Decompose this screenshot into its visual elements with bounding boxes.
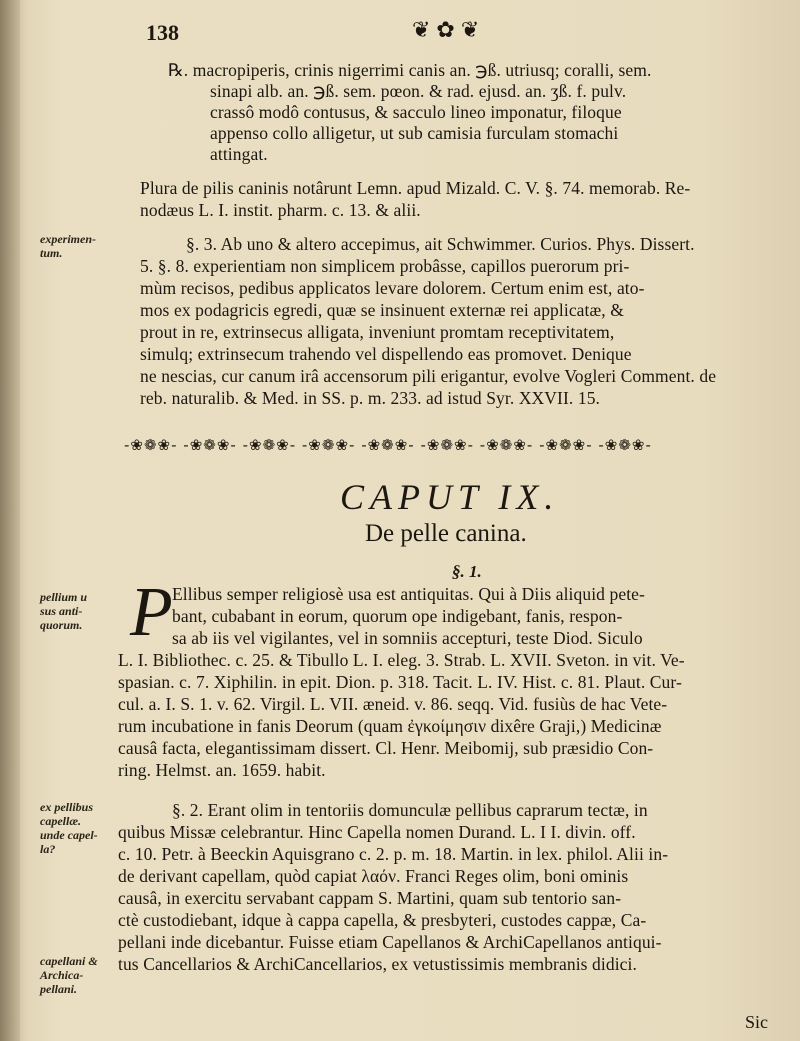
- paragraph-line: mos ex podagricis egredi, quæ se insinuent externæ rei applicatæ, &: [140, 300, 624, 320]
- paragraph-line: prout in re, extrinsecus alligata, inveniunt promtam receptivitatem,: [140, 322, 615, 342]
- recipe-line: attingat.: [210, 144, 268, 164]
- paragraph-line: rum incubatione in fanis Deorum (quam ἐγκοίμησιν dixêre Graji,) Medicinæ: [118, 716, 662, 736]
- margin-note-pellium: pellium u sus anti- quorum.: [40, 590, 88, 632]
- catchword: Sic: [745, 1012, 769, 1032]
- margin-note-experimentum: experimen- tum.: [40, 232, 96, 260]
- paragraph-line: spasian. c. 7. Xiphilin. in epit. Dion. p. 318. Tacit. L. IV. Hist. c. 81. Plaut. Cur-: [118, 672, 682, 692]
- section-mark: §. 1.: [452, 562, 482, 581]
- page-number: 138: [146, 20, 179, 45]
- paragraph-line: reb. naturalib. & Med. in SS. p. m. 233. ad istud Syr. XXVII. 15.: [140, 388, 601, 408]
- paragraph-line: causâ, in exercitu servabant cappam S. Martini, quam sub tentorio san-: [118, 888, 622, 908]
- paragraph-line: pellani inde dicebantur. Fuisse etiam Capellanos & ArchiCapellanos antiqui-: [118, 932, 662, 952]
- drop-cap: P: [130, 574, 173, 651]
- paragraph-line: ne nescias, cur canum irâ accensorum pili erigantur, evolve Vogleri Comment. de: [140, 366, 717, 386]
- paragraph-line: mùm recisos, pedibus applicatos levare dolorem. Certum enim est, ato-: [140, 278, 645, 298]
- paragraph-line: 5. §. 8. experientiam non simplicem probâsse, capillos puerorum pri-: [140, 256, 630, 276]
- paragraph-line: L. I. Bibliothec. c. 25. & Tibullo L. I. eleg. 3. Strab. L. XVII. Sveton. in vit. Ve-: [118, 650, 685, 670]
- margin-note-capellani: capellani & Archica- pellani.: [40, 954, 98, 996]
- recipe-line: crassô modô contusus, & sacculo lineo imponatur, filoque: [210, 102, 622, 122]
- chapter-title: CAPUT IX.: [340, 477, 560, 517]
- paragraph-line: §. 2. Erant olim in tentoriis domunculæ pellibus caprarum tectæ, in: [172, 800, 648, 820]
- paragraph-line: Ellibus semper religiosè usa est antiquitas. Qui à Diis aliquid pete-: [172, 584, 645, 604]
- paragraph-line: bant, cubabant in eorum, quorum ope indigebant, fanis, respon-: [172, 606, 623, 626]
- paragraph-line: de derivant capellam, quòd capiat λαόν. Franci Reges olim, boni ominis: [118, 866, 629, 886]
- paragraph-line: causâ facta, elegantissimam dissert. Cl. Henr. Meibomij, sub præsidio Con-: [118, 738, 654, 758]
- paragraph-line: c. 10. Petr. à Beeckin Aquisgrano c. 2. p. m. 18. Martin. in lex. philol. Alii in-: [118, 844, 669, 864]
- paragraph-line: nodæus L. I. instit. pharm. c. 13. & alii.: [140, 200, 421, 220]
- paragraph-line: tus Cancellarios & ArchiCancellarios, ex vetustissimis membranis didici.: [118, 954, 637, 974]
- paragraph-line: ctè custodiebant, idque à cappa capella, & presbyteri, custodes cappæ, Ca-: [118, 910, 647, 930]
- paragraph-line: simulq; extrinsecum trahendo vel dispellendo eas promovet. Denique: [140, 344, 632, 364]
- paragraph-line: §. 3. Ab uno & altero accepimus, ait Schwimmer. Curios. Phys. Dissert.: [186, 234, 695, 254]
- paragraph-line: cul. a. I. S. 1. v. 62. Virgil. L. VII. æneid. v. 86. seqq. Vid. fusiùs de hac Vete-: [118, 694, 668, 714]
- paragraph-line: sa ab iis vel vigilantes, vel in somniis accepturi, teste Diod. Siculo: [172, 628, 643, 648]
- margin-note-pellibus: ex pellibus capellæ. unde capel- la?: [40, 800, 98, 856]
- recipe-line: sinapi alb. an. ℈ß. sem. pœon. & rad. ejusd. an. ʒß. f. pulv.: [210, 81, 627, 101]
- paragraph-line: Plura de pilis caninis notârunt Lemn. apud Mizald. C. V. §. 74. memorab. Re-: [140, 178, 691, 198]
- ornamental-divider: -❀❁❀- -❀❁❀- -❀❁❀- -❀❁❀- -❀❁❀- -❀❁❀- -❀❁❀- -❀❁❀- -❀❁❀-: [124, 436, 652, 454]
- paragraph-line: ring. Helmst. an. 1659. habit.: [118, 760, 326, 780]
- header-ornament: ❦✿❦: [412, 18, 486, 43]
- paragraph-line: quibus Missæ celebrantur. Hinc Capella nomen Durand. L. I I. divin. off.: [118, 822, 636, 842]
- chapter-subtitle: De pelle canina.: [365, 520, 527, 547]
- recipe-line: ℞. macropiperis, crinis nigerrimi canis an. ℈ß. utriusq; coralli, sem.: [168, 60, 652, 80]
- recipe-line: appenso collo alligetur, ut sub camisia furculam stomachi: [210, 123, 619, 143]
